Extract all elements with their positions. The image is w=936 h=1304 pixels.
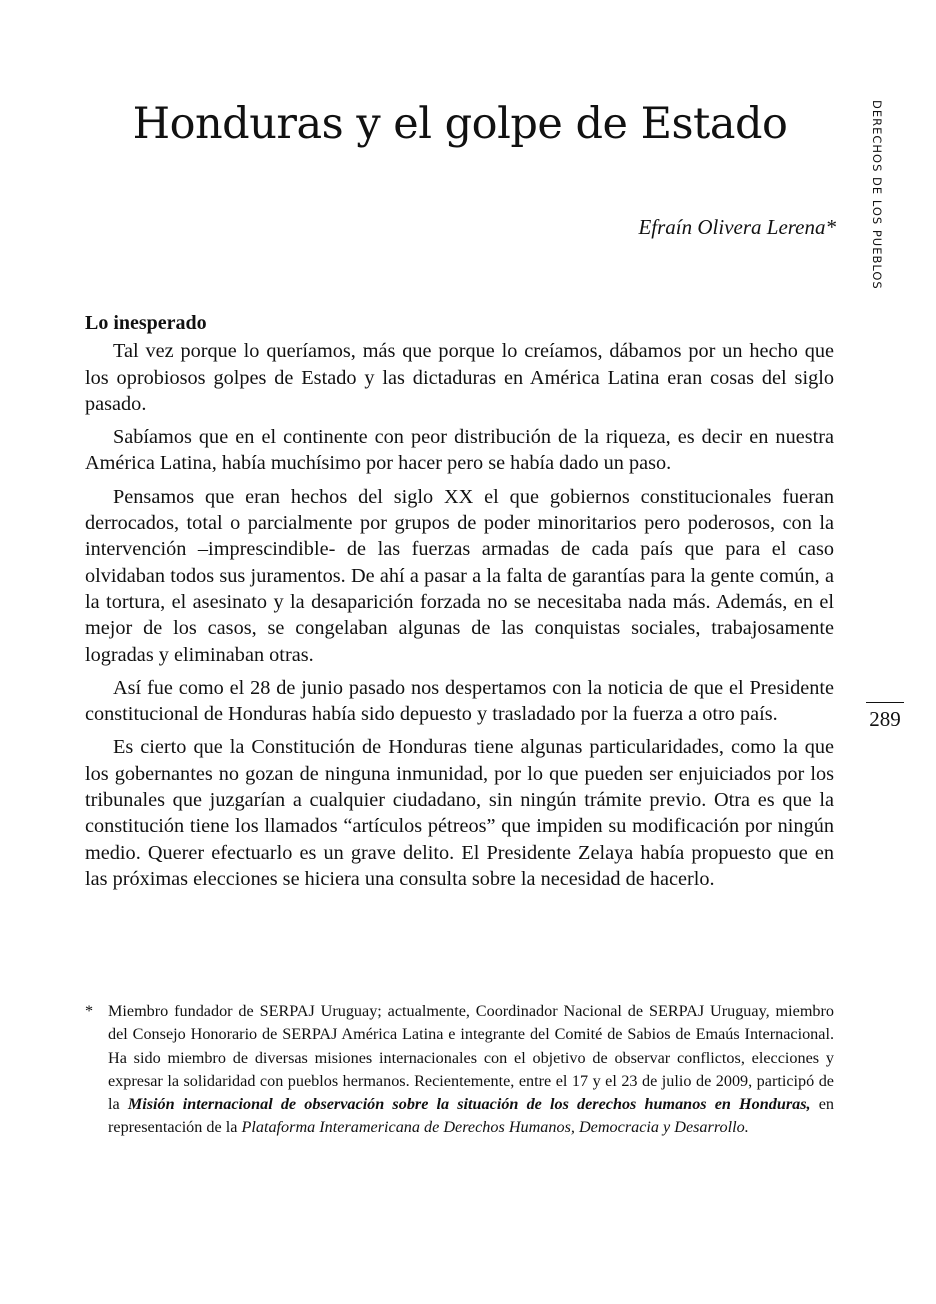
- footnote-marker: *: [85, 1002, 94, 1020]
- footnote-text: [108, 1000, 834, 1140]
- section-side-label: DERECHOS DE LOS PUEBLOS: [870, 100, 884, 290]
- paragraph-5: Es cierto que la Constitución de Honduras tiene algunas particularidades, como la que los gobernantes no gozan de ninguna inmunidad, por lo que pueden ser enjuiciados por los tribunales que juzgarían a cualquier ciudadano, sin ningún trámite previo. Otra es que la constitución tiene los llamados “artículos pétreos” que impiden su modificación por ningún medio. Querer efectuarlo es un grave delito. El Presidente Zelaya había propuesto que en las próximas elecciones se hiciera una consulta sobre la necesidad de hacerlo.: [85, 736, 834, 890]
- footnote-mission-name: Misión internacional de observación sobre la situación de los derechos humanos en Honduras,: [127, 1095, 811, 1114]
- paragraph-3: Pensamos que eran hechos del siglo XX el que gobiernos constitucionales fueran derrocados, total o parcialmente por grupos de poder minoritarios pero poderosos, con la intervención –imprescindible- de las fuerzas armadas de cada país que para el caso olvidaban todos sus juramentos. De ahí a pasar a la falta de garantías para la gente común, a la tortura, el asesinato y la desaparición forzada no se necesitaba nada más. Además, en el mejor de los casos, se congelaban algunas de las conquistas sociales, trabajosamente logradas y eliminaban otras.: [85, 485, 834, 666]
- page-number: 289: [866, 702, 904, 731]
- article-body: [85, 310, 834, 899]
- author-name: Efraín Olivera Lerena*: [638, 215, 836, 239]
- footnote-platform-name: Plataforma Interamericana de Derechos Humanos, Democracia y Desarrollo.: [241, 1118, 749, 1137]
- paragraph-2: Sabíamos que en el continente con peor distribución de la riqueza, es decir en nuestra América Latina, había muchísimo por hacer pero se había dado un paso.: [85, 426, 834, 475]
- article-title: Honduras y el golpe de Estado: [132, 99, 788, 149]
- footnote-text-part-2: en representación de la: [108, 1095, 834, 1137]
- paragraph-1: Tal vez porque lo queríamos, más que porque lo creíamos, dábamos por un hecho que los oprobiosos golpes de Estado y las dictaduras en América Latina eran cosas del siglo pasado.: [85, 340, 834, 415]
- footnote-text-part-1: Miembro fundador de SERPAJ Uruguay; actualmente, Coordinador Nacional de SERPAJ Uruguay, miembro del Consejo Honorario de SERPAJ América Latina e integrante del Comité de Sabios de Emaús Internacional. Ha sido miembro de diversas misiones internacionales con el objetivo de observar conflictos, elecciones y expresar la solidaridad con pueblos hermanos. Recientemente, entre el 17 y el 23 de julio de 2009, participó de la: [108, 1002, 834, 1114]
- footnote: [85, 1000, 834, 1140]
- paragraph-4: Así fue como el 28 de junio pasado nos despertamos con la noticia de que el Presidente constitucional de Honduras había sido depuesto y trasladado por la fuerza a otro país.: [85, 676, 834, 726]
- section-heading: Lo inesperado: [85, 312, 207, 334]
